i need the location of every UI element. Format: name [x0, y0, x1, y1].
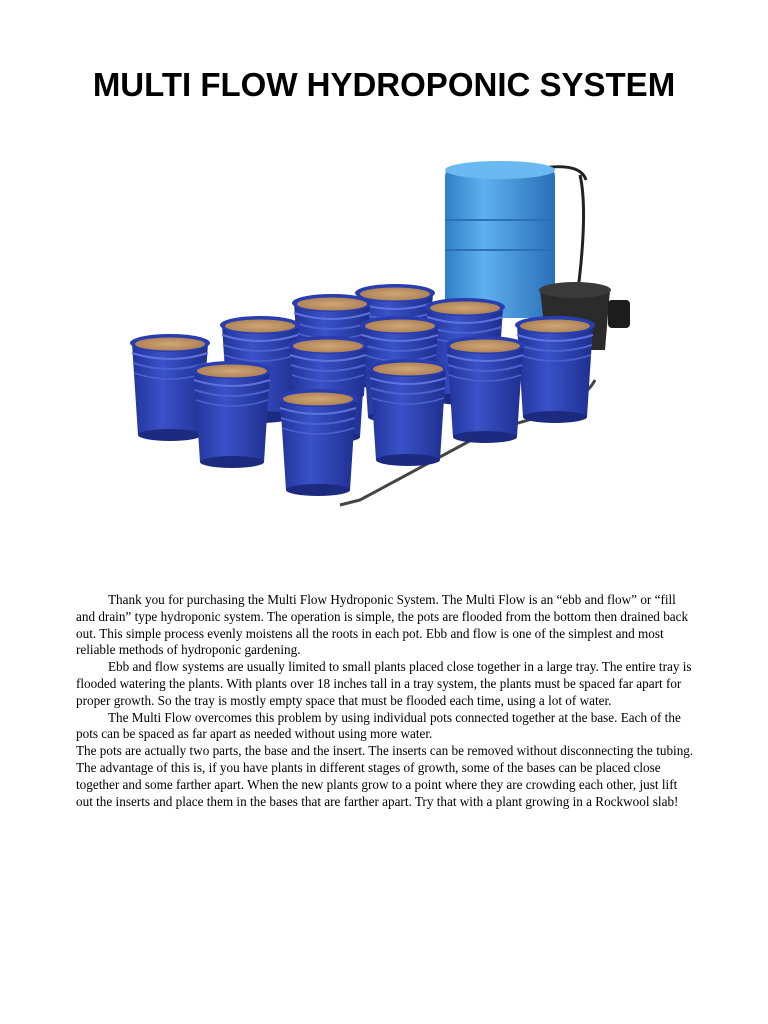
- body-text: [76, 592, 696, 810]
- paragraph-pot-parts: The pots are actually two parts, the base and the insert. The inserts can be removed without disconnecting the tubing. The advantage of this is, if you have plants in different stages of growth, some of the bases can be placed close together and some farther apart. When the new plants grow to a point where they are crowding each other, just lift out the inserts and place them in the bases that are farther apart. Try that with a plant growing in a Rockwool slab!: [76, 743, 694, 809]
- product-photo: [110, 150, 670, 530]
- page-title: MULTI FLOW HYDROPONIC SYSTEM: [92, 66, 676, 103]
- paragraph-ebb-flow-limits: Ebb and flow systems are usually limited to small plants placed close together in a large tray. The entire tray is flooded watering the plants. With plants over 18 inches tall in a tray system, the plants must be spaced far apart for proper growth. So the tray is mostly empty space that must be flooded each time, using a lot of water.: [76, 659, 692, 708]
- paragraph-intro: Thank you for purchasing the Multi Flow Hydroponic System. The Multi Flow is an “ebb and flow” or “fill and drain” type hydroponic system. The operation is simple, the pots are flooded from the bottom then drained back out. This simple process evenly moistens all the roots in each pot. Ebb and flow is one of the simplest and most reliable methods of hydroponic gardening.: [76, 592, 689, 658]
- paragraph-multi-flow-advantage: The Multi Flow overcomes this problem by using individual pots connected together at the base. Each of the pots can be spaced as far apart as needed without using more water.: [76, 709, 681, 742]
